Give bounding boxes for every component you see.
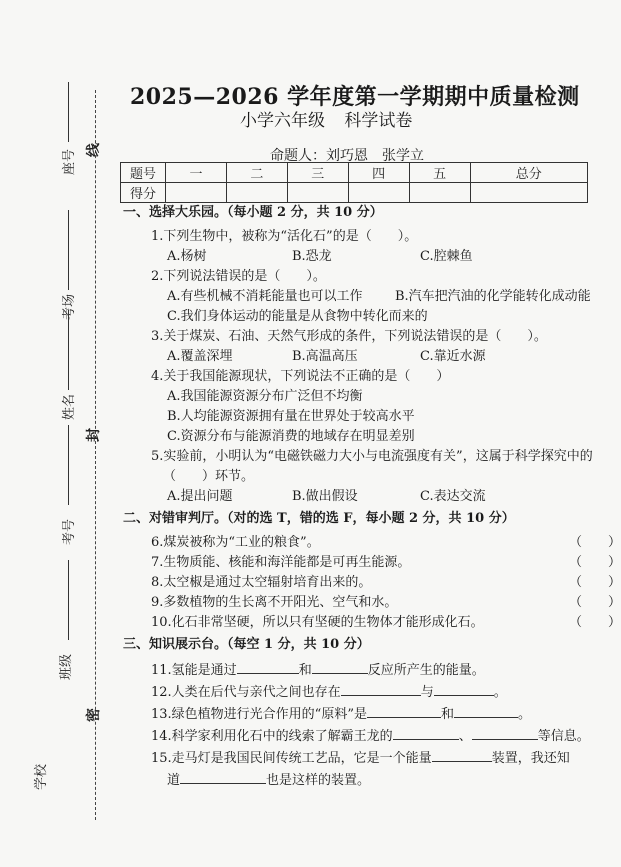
exam-subtitle	[240, 106, 426, 131]
option[interactable]: A.提出问题	[167, 489, 233, 504]
option[interactable]: C.腔棘鱼	[420, 249, 473, 264]
answer-paren[interactable]: （ ）	[569, 575, 621, 590]
question-15: 15.走马灯是我国民间传统工艺品，它是一个能量 装置，我还知	[151, 747, 593, 769]
exam-content	[123, 203, 621, 791]
score-col-5: 五	[409, 163, 470, 183]
side-blank-room[interactable]	[68, 210, 69, 290]
option[interactable]: A.覆盖深埋	[167, 349, 233, 364]
option[interactable]: B.汽车把汽油的化学能转化成动能	[395, 289, 591, 304]
section-1-title: 一、选择大乐园。（每小题 2 分，共 10 分）	[123, 205, 383, 220]
side-label-school: 学校	[34, 763, 49, 790]
question-9: 9.多数植物的生长离不开阳光、空气和水。 （ ）	[151, 593, 593, 613]
question-12: 12.人类在后代与亲代之间也存在 与 。	[151, 681, 593, 703]
option[interactable]: B.恐龙	[292, 249, 332, 264]
option[interactable]: C.表达交流	[420, 489, 486, 504]
fill-blank[interactable]	[432, 747, 492, 762]
fill-blank[interactable]	[454, 703, 518, 718]
question-5-options	[167, 487, 593, 507]
cut-char-feng: 封	[86, 428, 102, 442]
question-1: 1.下列生物中，被称为“活化石”的是（ ）。	[151, 229, 418, 244]
question-3: 3.关于煤炭、石油、天然气形成的条件，下列说法错误的是（ ）。	[151, 329, 547, 344]
side-blank-name[interactable]	[68, 310, 69, 390]
fill-blank[interactable]	[472, 725, 538, 740]
question-13: 13.绿色植物进行光合作用的“原料”是 和 。	[151, 703, 593, 725]
fill-blank[interactable]	[341, 681, 421, 696]
score-table-row-label: 题号	[121, 163, 166, 183]
question-2-options-2	[167, 307, 593, 327]
exam-title: 2025—2026 学年度第一学期期中质量检测	[130, 84, 580, 110]
score-table-row-label: 得分	[121, 183, 166, 203]
question-14: 14.科学家利用化石中的线索了解霸王龙的 、 等信息。	[151, 725, 593, 747]
option[interactable]: C.资源分布与能源消费的地域存在明显差别	[167, 429, 415, 444]
option[interactable]: A.我国能源资源分布广泛但不均衡	[167, 389, 363, 404]
section-3-title: 三、知识展示台。（每空 1 分，共 10 分）	[123, 637, 370, 652]
question-6: 6.煤炭被称为“工业的粮食”。 （ ）	[151, 533, 593, 553]
option[interactable]: C.靠近水源	[420, 349, 486, 364]
side-blank-examno[interactable]	[68, 425, 69, 505]
fill-blank[interactable]	[367, 703, 441, 718]
answer-paren[interactable]: （ ）	[569, 535, 621, 550]
grade-label: 小学六年级	[240, 111, 325, 131]
score-table	[120, 162, 588, 203]
side-label-name: 姓名	[62, 393, 77, 420]
side-blank-seat[interactable]	[68, 82, 69, 142]
score-col-2: 二	[226, 163, 287, 183]
question-4-options	[167, 387, 593, 447]
option[interactable]: A.有些机械不消耗能量也可以工作	[167, 289, 363, 304]
exam-authors: 命题人：刘巧恩 张学立	[270, 148, 424, 164]
score-cell[interactable]	[409, 183, 470, 203]
option[interactable]: B.高温高压	[292, 349, 358, 364]
question-2: 2.下列说法错误的是（ ）。	[151, 269, 326, 284]
side-label-class: 班级	[59, 653, 74, 680]
option[interactable]: C.我们身体运动的能量是从食物中转化而来的	[167, 309, 428, 324]
answer-paren[interactable]: （ ）	[569, 555, 621, 570]
fill-blank[interactable]	[434, 681, 494, 696]
score-col-3: 三	[287, 163, 348, 183]
side-blank-class[interactable]	[68, 560, 69, 640]
question-15-cont: 道 也是这样的装置。	[151, 769, 593, 791]
fill-blank[interactable]	[237, 659, 299, 674]
score-cell[interactable]	[226, 183, 287, 203]
subject-label: 科学试卷	[344, 111, 413, 131]
answer-paren[interactable]: （ ）	[569, 595, 621, 610]
question-8: 8.太空椒是通过太空辐射培育出来的。 （ ）	[151, 573, 593, 593]
score-table-header-row	[121, 163, 588, 183]
side-label-room: 考场	[62, 293, 77, 320]
fill-blank[interactable]	[180, 769, 266, 784]
question-3-options	[167, 347, 593, 367]
score-cell[interactable]	[470, 183, 587, 203]
score-col-1: 一	[166, 163, 227, 183]
question-11: 11.氢能是通过 和 反应所产生的能量。	[151, 659, 593, 681]
option[interactable]: A.杨树	[167, 249, 207, 264]
side-label-seat: 座号	[62, 148, 77, 175]
answer-paren[interactable]: （ ）	[569, 615, 621, 630]
score-col-total: 总分	[470, 163, 587, 183]
score-col-4: 四	[348, 163, 409, 183]
question-1-options	[167, 247, 593, 267]
fill-blank[interactable]	[393, 725, 459, 740]
score-cell[interactable]	[166, 183, 227, 203]
score-cell[interactable]	[287, 183, 348, 203]
question-5: 5.实验前，小明认为“电磁铁磁力大小与电流强度有关”，这属于科学探究中的（ ）环节。	[151, 449, 593, 484]
question-2-options	[167, 287, 593, 307]
score-table-score-row	[121, 183, 588, 203]
side-label-examno: 考号	[62, 518, 77, 545]
cut-char-xian: 线	[86, 143, 102, 157]
question-4: 4.关于我国能源现状，下列说法不正确的是（ ）	[151, 369, 450, 384]
score-cell[interactable]	[348, 183, 409, 203]
section-2-title: 二、对错审判厅。（对的选 T，错的选 F，每小题 2 分，共 10 分）	[123, 511, 515, 526]
cut-char-mi: 密	[86, 708, 102, 722]
question-7: 7.生物质能、核能和海洋能都是可再生能源。 （ ）	[151, 553, 593, 573]
question-10: 10.化石非常坚硬，所以只有坚硬的生物体才能形成化石。 （ ）	[151, 613, 593, 633]
option[interactable]: B.做出假设	[292, 489, 358, 504]
option[interactable]: B.人均能源资源拥有量在世界处于较高水平	[167, 409, 415, 424]
fill-blank[interactable]	[312, 659, 368, 674]
